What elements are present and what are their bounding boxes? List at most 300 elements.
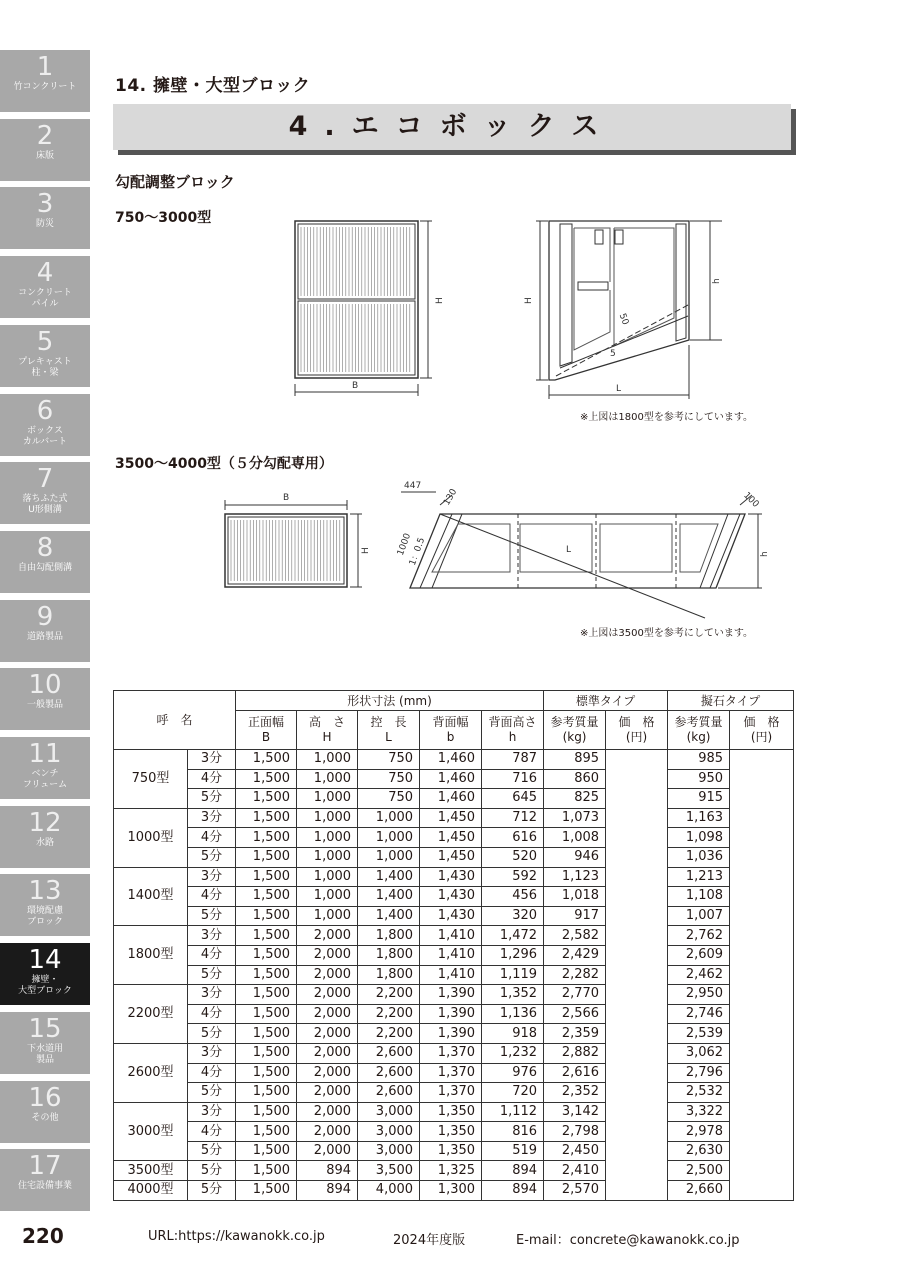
- height-H: 1,000: [297, 789, 358, 809]
- slope-grade: 3分: [188, 926, 236, 946]
- back-width-b: 1,450: [420, 828, 482, 848]
- model-range-2: 3500〜4000型（５分勾配専用）: [115, 456, 333, 472]
- slope-grade: 5分: [188, 847, 236, 867]
- stone-mass: 2,796: [668, 1063, 730, 1083]
- chapter-tab-14[interactable]: [0, 943, 90, 1005]
- std-mass: 2,359: [544, 1024, 606, 1044]
- banner-title: 4.エコボックス: [288, 111, 616, 142]
- height-H: 1,000: [297, 847, 358, 867]
- width-B: 1,500: [236, 887, 297, 907]
- model-range-1: 750〜3000型: [115, 210, 212, 226]
- width-B: 1,500: [236, 847, 297, 867]
- length-L: 3,000: [358, 1141, 420, 1161]
- drawing-note-1: ※上図は1800型を参考にしています。: [580, 412, 754, 423]
- std-price: [606, 750, 668, 1201]
- back-width-b: 1,410: [420, 926, 482, 946]
- chapter-tab-11[interactable]: [0, 737, 90, 799]
- column-header-unit: H: [322, 730, 332, 744]
- stone-mass: 2,660: [668, 1181, 730, 1201]
- back-height-h: 787: [482, 750, 544, 770]
- side-view-3500: [396, 481, 770, 618]
- table-row: [114, 1161, 794, 1181]
- stone-mass: 2,950: [668, 985, 730, 1005]
- length-L: 2,600: [358, 1043, 420, 1063]
- height-H: 2,000: [297, 1083, 358, 1103]
- stone-mass: 3,062: [668, 1043, 730, 1063]
- slope-grade: 5分: [188, 1161, 236, 1181]
- chapter-tab-label: 下水道用 製品: [26, 1043, 63, 1065]
- table-row: [114, 1181, 794, 1201]
- chapter-tab-label: 道路製品: [26, 631, 63, 642]
- std-mass: 3,142: [544, 1102, 606, 1122]
- model-name: 1800型: [114, 926, 188, 985]
- footer-email[interactable]: E-mail：concrete@kawanokk.co.jp: [516, 1233, 740, 1248]
- length-L: 1,800: [358, 965, 420, 985]
- stone-mass: 2,609: [668, 945, 730, 965]
- model-name: 2200型: [114, 985, 188, 1044]
- back-height-h: 519: [482, 1141, 544, 1161]
- chapter-tab-number: 12: [28, 807, 62, 838]
- model-name: 750型: [114, 750, 188, 809]
- table-row: [114, 1004, 794, 1024]
- chapter-tab-13[interactable]: [0, 874, 90, 936]
- length-L: 1,400: [358, 906, 420, 926]
- height-H: 1,000: [297, 828, 358, 848]
- length-L: 1,000: [358, 847, 420, 867]
- length-L: 2,600: [358, 1083, 420, 1103]
- chapter-tab-15[interactable]: [0, 1012, 90, 1074]
- back-width-b: 1,410: [420, 945, 482, 965]
- length-L: 2,600: [358, 1063, 420, 1083]
- width-B: 1,500: [236, 1004, 297, 1024]
- column-header-unit: (kg): [686, 730, 711, 744]
- dim-50: 50: [616, 312, 631, 327]
- std-mass: 2,882: [544, 1043, 606, 1063]
- table-row: [114, 769, 794, 789]
- slope-grade: 4分: [188, 1004, 236, 1024]
- stone-mass: 1,163: [668, 808, 730, 828]
- model-name: 1400型: [114, 867, 188, 926]
- length-L: 2,200: [358, 985, 420, 1005]
- chapter-tab-number: 5: [36, 326, 54, 357]
- chapter-tab-label: 水路: [35, 837, 54, 848]
- length-L: 1,400: [358, 867, 420, 887]
- back-height-h: 1,472: [482, 926, 544, 946]
- length-L: 750: [358, 750, 420, 770]
- model-name: 3500型: [114, 1161, 188, 1181]
- model-name: 3000型: [114, 1102, 188, 1161]
- chapter-tab-label: その他: [31, 1112, 59, 1123]
- chapter-tab-label: 環境配慮 ブロック: [26, 906, 63, 928]
- table-row: [114, 945, 794, 965]
- column-header: [358, 711, 420, 750]
- subtitle: 勾配調整ブロック: [115, 173, 235, 191]
- table-row: [114, 1083, 794, 1103]
- back-height-h: 720: [482, 1083, 544, 1103]
- back-width-b: 1,390: [420, 1024, 482, 1044]
- column-header-label: 背面高さ: [488, 715, 537, 729]
- height-H: 2,000: [297, 1141, 358, 1161]
- chapter-tab-label: ベンチ フリューム: [22, 769, 68, 790]
- back-width-b: 1,460: [420, 750, 482, 770]
- back-width-b: 1,430: [420, 906, 482, 926]
- slope-grade: 5分: [188, 965, 236, 985]
- back-height-h: 1,119: [482, 965, 544, 985]
- column-header: [606, 711, 668, 750]
- length-L: 4,000: [358, 1181, 420, 1201]
- length-L: 3,000: [358, 1102, 420, 1122]
- stone-mass: 2,539: [668, 1024, 730, 1044]
- length-L: 1,400: [358, 887, 420, 907]
- column-header: [297, 711, 358, 750]
- column-header-unit: (円): [625, 730, 648, 744]
- table-row: [114, 750, 794, 770]
- section-title: 14. 擁壁・大型ブロック: [115, 76, 311, 96]
- height-H: 2,000: [297, 926, 358, 946]
- width-B: 1,500: [236, 1083, 297, 1103]
- length-L: 2,200: [358, 1004, 420, 1024]
- std-mass: 2,570: [544, 1181, 606, 1201]
- back-width-b: 1,450: [420, 808, 482, 828]
- std-mass: 2,429: [544, 945, 606, 965]
- table-row: [114, 1063, 794, 1083]
- table-row: [114, 1141, 794, 1161]
- std-mass: 2,770: [544, 985, 606, 1005]
- chapter-tab-label: 落ちふた式 U形側溝: [22, 494, 68, 516]
- slope-grade: 3分: [188, 867, 236, 887]
- dim-ratio: 1：0.5: [407, 536, 428, 568]
- chapter-tab-label: 住宅設備事業: [17, 1181, 72, 1192]
- stone-mass: 1,098: [668, 828, 730, 848]
- stone-mass: 915: [668, 789, 730, 809]
- table-row: [114, 828, 794, 848]
- back-width-b: 1,350: [420, 1102, 482, 1122]
- chapter-tab-label: 竹コンクリート: [13, 82, 77, 92]
- std-mass: 860: [544, 769, 606, 789]
- chapter-tab-number: 7: [36, 464, 54, 495]
- column-header-unit: L: [385, 730, 392, 744]
- back-width-b: 1,460: [420, 769, 482, 789]
- footer-year: 2024年度版: [393, 1233, 466, 1248]
- stone-mass: 2,532: [668, 1083, 730, 1103]
- back-width-b: 1,350: [420, 1122, 482, 1142]
- table-row: [114, 1043, 794, 1063]
- stone-mass: 1,007: [668, 906, 730, 926]
- chapter-tab-label: コンクリート パイル: [18, 288, 72, 310]
- chapter-tab-label: 防災: [35, 219, 54, 230]
- chapter-tab-number: 4: [36, 258, 54, 289]
- std-mass: 1,008: [544, 828, 606, 848]
- column-header-unit: h: [508, 730, 517, 744]
- model-name: 2600型: [114, 1043, 188, 1102]
- table-row: [114, 1024, 794, 1044]
- length-L: 2,200: [358, 1024, 420, 1044]
- back-width-b: 1,370: [420, 1083, 482, 1103]
- width-B: 1,500: [236, 789, 297, 809]
- back-height-h: 918: [482, 1024, 544, 1044]
- chapter-tab-number: 15: [28, 1013, 62, 1044]
- chapter-tab-12[interactable]: [0, 806, 90, 868]
- height-H: 1,000: [297, 906, 358, 926]
- height-H: 894: [297, 1161, 358, 1181]
- dim-H-1: H: [435, 297, 445, 304]
- table-row: [114, 965, 794, 985]
- slope-grade: 4分: [188, 769, 236, 789]
- height-H: 1,000: [297, 867, 358, 887]
- width-B: 1,500: [236, 1024, 297, 1044]
- std-mass: 2,352: [544, 1083, 606, 1103]
- slope-grade: 5分: [188, 1083, 236, 1103]
- dim-1000: 1000: [395, 532, 414, 558]
- std-mass: 1,073: [544, 808, 606, 828]
- dim-100: 100: [741, 490, 761, 510]
- dim-L-side: L: [616, 384, 622, 394]
- back-width-b: 1,325: [420, 1161, 482, 1181]
- height-H: 2,000: [297, 1043, 358, 1063]
- back-height-h: 894: [482, 1161, 544, 1181]
- stone-mass: 985: [668, 750, 730, 770]
- std-mass: 2,282: [544, 965, 606, 985]
- back-height-h: 1,112: [482, 1102, 544, 1122]
- width-B: 1,500: [236, 926, 297, 946]
- chapter-tab-number: 10: [28, 670, 62, 701]
- dim-L-2: L: [566, 545, 572, 555]
- chapter-tab-label: 床版: [35, 150, 54, 161]
- slope-grade: 3分: [188, 808, 236, 828]
- column-header-label: 正面幅: [248, 715, 285, 729]
- column-header: [730, 711, 794, 750]
- std-mass: 2,566: [544, 1004, 606, 1024]
- slope-grade: 4分: [188, 887, 236, 907]
- dim-B-2: B: [283, 493, 290, 503]
- chapter-tab-label: 一般製品: [26, 700, 63, 711]
- back-height-h: 645: [482, 789, 544, 809]
- chapter-tab-label: 擁壁・ 大型ブロック: [18, 975, 72, 997]
- chapter-tab-16[interactable]: [0, 1081, 90, 1143]
- chapter-tab-number: 1: [36, 52, 54, 82]
- length-L: 1,000: [358, 808, 420, 828]
- height-H: 2,000: [297, 1102, 358, 1122]
- back-width-b: 1,460: [420, 789, 482, 809]
- back-height-h: 592: [482, 867, 544, 887]
- column-header: [482, 711, 544, 750]
- width-B: 1,500: [236, 1043, 297, 1063]
- slope-grade: 5分: [188, 1024, 236, 1044]
- chapter-tab-number: 17: [28, 1151, 62, 1182]
- length-L: 1,800: [358, 945, 420, 965]
- back-width-b: 1,410: [420, 965, 482, 985]
- width-B: 1,500: [236, 1161, 297, 1181]
- table-row: [114, 906, 794, 926]
- column-header: [420, 711, 482, 750]
- model-name: 4000型: [114, 1181, 188, 1201]
- width-B: 1,500: [236, 808, 297, 828]
- dim-h-side: h: [712, 278, 722, 284]
- column-header-label: 高 さ: [309, 715, 346, 729]
- dim-B-1: B: [352, 381, 359, 391]
- column-header-unit: (円): [750, 730, 773, 744]
- dim-130: 130: [442, 487, 460, 508]
- std-mass: 917: [544, 906, 606, 926]
- length-L: 1,800: [358, 926, 420, 946]
- stone-mass: 2,500: [668, 1161, 730, 1181]
- width-B: 1,500: [236, 828, 297, 848]
- slope-grade: 3分: [188, 750, 236, 770]
- spec-table: [113, 690, 794, 1201]
- back-width-b: 1,450: [420, 847, 482, 867]
- stone-mass: 1,108: [668, 887, 730, 907]
- back-height-h: 976: [482, 1063, 544, 1083]
- back-height-h: 520: [482, 847, 544, 867]
- back-height-h: 1,136: [482, 1004, 544, 1024]
- back-height-h: 716: [482, 769, 544, 789]
- slope-grade: 5分: [188, 789, 236, 809]
- chapter-tab-number: 6: [36, 395, 54, 426]
- back-height-h: 1,296: [482, 945, 544, 965]
- width-B: 1,500: [236, 1181, 297, 1201]
- slope-grade: 3分: [188, 1102, 236, 1122]
- header-dimensions: 形状寸法 (mm): [236, 691, 544, 711]
- column-header: [236, 711, 297, 750]
- height-H: 1,000: [297, 887, 358, 907]
- slope-grade: 5分: [188, 906, 236, 926]
- column-header-label: 控 長: [370, 715, 407, 729]
- height-H: 1,000: [297, 808, 358, 828]
- width-B: 1,500: [236, 906, 297, 926]
- back-height-h: 1,352: [482, 985, 544, 1005]
- std-mass: 825: [544, 789, 606, 809]
- std-mass: 1,018: [544, 887, 606, 907]
- footer-url[interactable]: URL:https://kawanokk.co.jp: [148, 1229, 325, 1244]
- back-width-b: 1,390: [420, 985, 482, 1005]
- chapter-tab-number: 16: [28, 1082, 62, 1113]
- table-row: [114, 887, 794, 907]
- width-B: 1,500: [236, 1122, 297, 1142]
- column-header-label: 参考質量: [674, 715, 723, 729]
- std-mass: 946: [544, 847, 606, 867]
- dim-447: 447: [404, 481, 422, 491]
- column-header-unit: b: [446, 730, 455, 744]
- slope-grade: 5分: [188, 1181, 236, 1201]
- height-H: 894: [297, 1181, 358, 1201]
- drawing-note-2: ※上図は3500型を参考にしています。: [580, 628, 754, 639]
- stone-price: [730, 750, 794, 1201]
- std-mass: 895: [544, 750, 606, 770]
- dim-5: 5: [610, 349, 616, 359]
- height-H: 2,000: [297, 1122, 358, 1142]
- stone-mass: 950: [668, 769, 730, 789]
- table-row: [114, 789, 794, 809]
- height-H: 1,000: [297, 769, 358, 789]
- back-height-h: 616: [482, 828, 544, 848]
- chapter-tab-label: プレキャスト 柱・梁: [18, 356, 72, 378]
- stone-mass: 2,462: [668, 965, 730, 985]
- height-H: 2,000: [297, 1024, 358, 1044]
- back-width-b: 1,350: [420, 1141, 482, 1161]
- std-mass: 2,450: [544, 1141, 606, 1161]
- column-header: [668, 711, 730, 750]
- std-mass: 2,798: [544, 1122, 606, 1142]
- table-row: [114, 1122, 794, 1142]
- std-mass: 2,616: [544, 1063, 606, 1083]
- length-L: 3,000: [358, 1122, 420, 1142]
- std-mass: 1,123: [544, 867, 606, 887]
- side-view-1800: [524, 221, 722, 399]
- table-row: [114, 926, 794, 946]
- back-width-b: 1,370: [420, 1043, 482, 1063]
- chapter-tab-number: 3: [36, 189, 54, 220]
- dim-h-2: h: [760, 551, 770, 557]
- stone-mass: 2,746: [668, 1004, 730, 1024]
- slope-grade: 3分: [188, 1043, 236, 1063]
- column-header-label: 価 格: [743, 715, 780, 729]
- width-B: 1,500: [236, 750, 297, 770]
- stone-mass: 1,213: [668, 867, 730, 887]
- width-B: 1,500: [236, 985, 297, 1005]
- length-L: 750: [358, 769, 420, 789]
- chapter-tab-label: ボックス カルバート: [22, 425, 68, 447]
- back-height-h: 712: [482, 808, 544, 828]
- height-H: 2,000: [297, 965, 358, 985]
- table-row: [114, 985, 794, 1005]
- back-height-h: 1,232: [482, 1043, 544, 1063]
- chapter-tab-number: 8: [36, 532, 54, 563]
- back-height-h: 456: [482, 887, 544, 907]
- length-L: 1,000: [358, 828, 420, 848]
- page-number: 220: [22, 1224, 64, 1248]
- slope-grade: 3分: [188, 985, 236, 1005]
- back-width-b: 1,370: [420, 1063, 482, 1083]
- chapter-tab-number: 14: [28, 945, 62, 976]
- header-stone-type: 擬石タイプ: [668, 691, 794, 711]
- stone-mass: 2,630: [668, 1141, 730, 1161]
- column-header: [544, 711, 606, 750]
- width-B: 1,500: [236, 1141, 297, 1161]
- stone-mass: 3,322: [668, 1102, 730, 1122]
- width-B: 1,500: [236, 1063, 297, 1083]
- length-L: 750: [358, 789, 420, 809]
- chapter-tab-17[interactable]: [0, 1149, 90, 1211]
- back-width-b: 1,300: [420, 1181, 482, 1201]
- chapter-tab-number: 11: [28, 739, 62, 769]
- width-B: 1,500: [236, 769, 297, 789]
- back-width-b: 1,390: [420, 1004, 482, 1024]
- stone-mass: 2,762: [668, 926, 730, 946]
- header-standard-type: 標準タイプ: [544, 691, 668, 711]
- back-height-h: 320: [482, 906, 544, 926]
- width-B: 1,500: [236, 965, 297, 985]
- chapter-tab-number: 9: [36, 601, 54, 632]
- slope-grade: 4分: [188, 1063, 236, 1083]
- back-height-h: 816: [482, 1122, 544, 1142]
- height-H: 2,000: [297, 1063, 358, 1083]
- back-width-b: 1,430: [420, 867, 482, 887]
- width-B: 1,500: [236, 1102, 297, 1122]
- length-L: 3,500: [358, 1161, 420, 1181]
- column-header-label: 背面幅: [432, 715, 469, 729]
- column-header-unit: B: [261, 730, 271, 744]
- width-B: 1,500: [236, 867, 297, 887]
- chapter-tab-label: 自由勾配側溝: [17, 562, 72, 573]
- dim-H-2: H: [361, 547, 371, 554]
- model-name: 1000型: [114, 808, 188, 867]
- table-row: [114, 867, 794, 887]
- height-H: 2,000: [297, 985, 358, 1005]
- stone-mass: 2,978: [668, 1122, 730, 1142]
- front-view-3500: [225, 493, 371, 587]
- std-mass: 2,410: [544, 1161, 606, 1181]
- slope-grade: 4分: [188, 1122, 236, 1142]
